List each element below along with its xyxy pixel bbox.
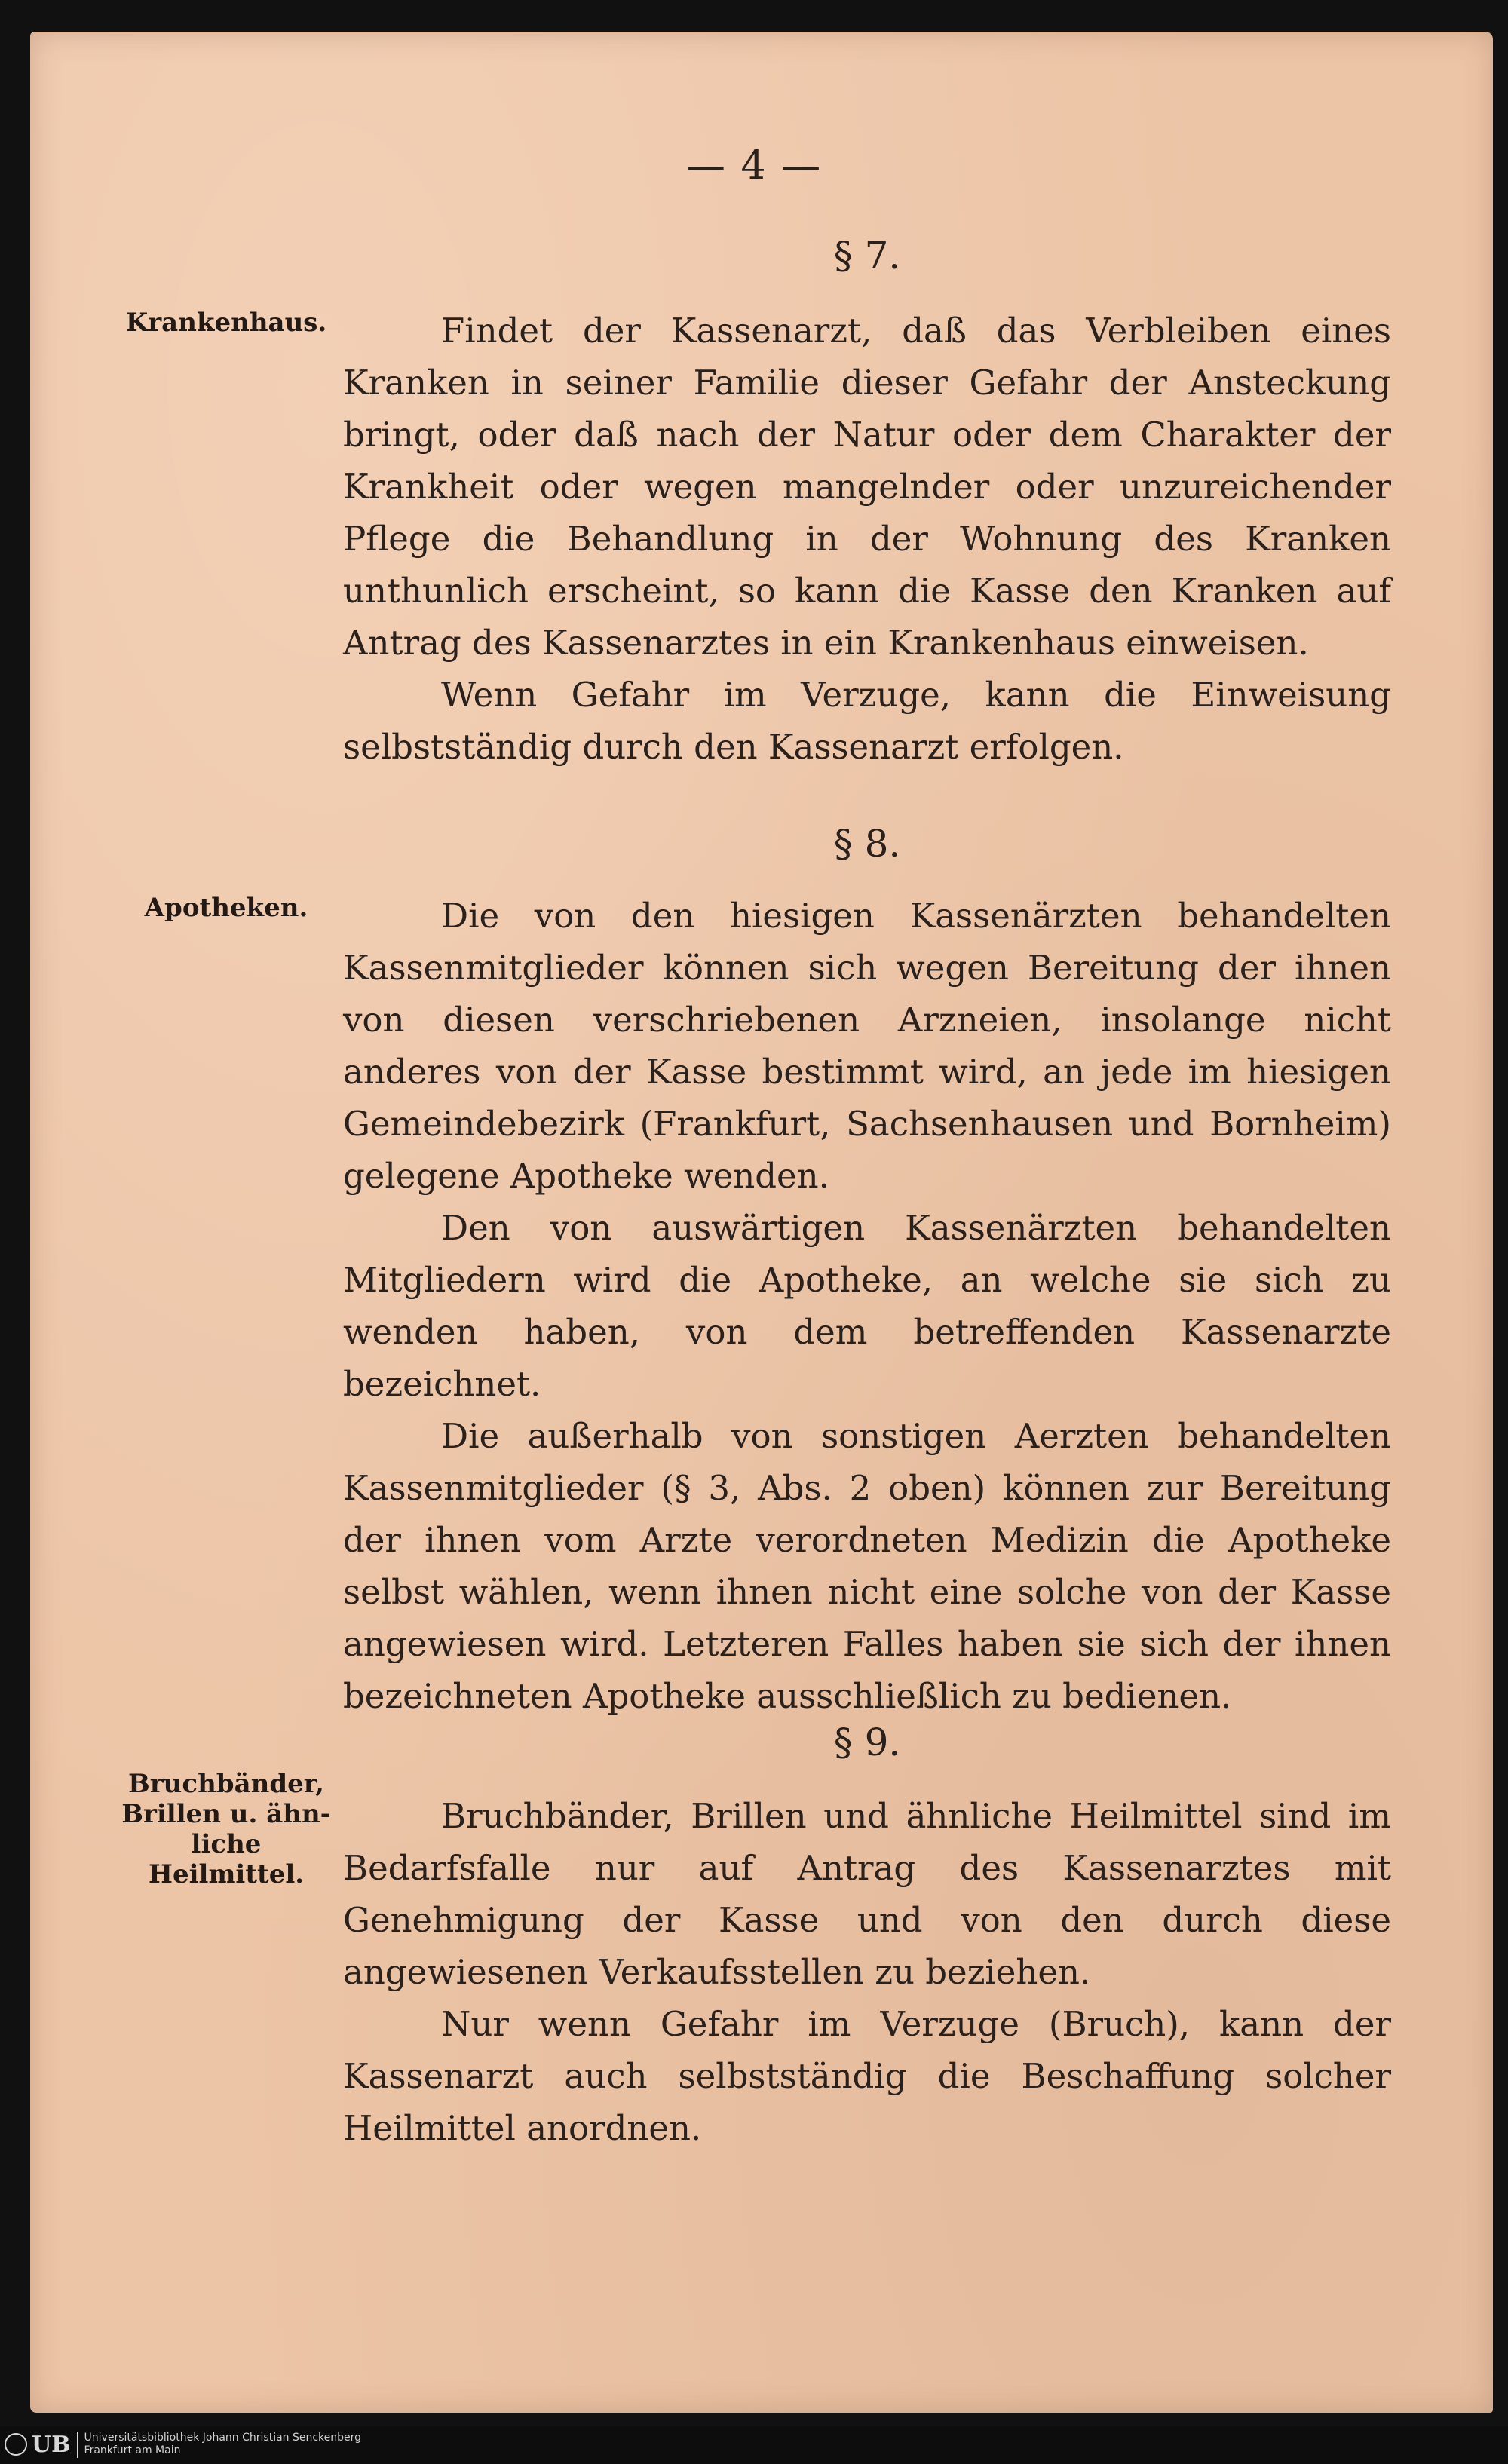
section-8-paragraph-1: Die von den hiesigen Kassenärzten behandelten Kassenmitglieder können sich wegen Bereitung der ihnen von diesen verschriebenen Arzneien, insolange nicht anderes von der Kasse bestimmt wird, an jede im hiesigen Gemeindebezirk (Frankfurt, Sachsenhausen und Bornheim) gelegene Apotheke wenden.: [343, 896, 1391, 1196]
library-credit: [84, 2432, 362, 2457]
library-logo-text: UB: [32, 2432, 78, 2458]
section-9-paragraph-1: Bruchbänder, Brillen und ähnliche Heilmittel sind im Bedarfsfalle nur auf Antrag des Kassenarztes mit Genehmigung der Kasse und von den durch diese angewiesenen Verkaufsstellen zu beziehen.: [343, 1796, 1391, 1992]
section-8-paragraph-2: Den von auswärtigen Kassenärzten behandelten Mitgliedern wird die Apotheke, an welche sie sich zu wenden haben, von dem betreffenden Kassenarzte bezeichnet.: [343, 1208, 1391, 1404]
library-logo: [5, 2431, 361, 2458]
section-7-paragraph-2: Wenn Gefahr im Verzuge, kann die Einweisung selbstständig durch den Kassenarzt erfolgen.: [343, 675, 1391, 767]
library-credit-line-2: Frankfurt am Main: [84, 2444, 181, 2456]
section-7-paragraph-1: Findet der Kassenarzt, daß das Verbleiben eines Kranken in seiner Familie dieser Gefahr der Ansteckung bringt, oder daß nach der Natur oder dem Charakter der Krankheit oder wegen mangelnder oder unzureichender Pflege die Behandlung in der Wohnung des Kranken unthunlich erscheint, so kann die Kasse den Kranken auf Antrag des Kassenarztes in ein Krankenhaus einweisen.: [343, 311, 1391, 663]
margin-label-line-3: liche Heilmittel.: [148, 1829, 305, 1889]
section-8-paragraph-3: Die außerhalb von sonstigen Aerzten behandelten Kassenmitglieder (§ 3, Abs. 2 oben) können zur Bereitung der ihnen vom Arzte verordneten Medizin die Apotheke selbst wählen, wenn ihnen nicht eine solche von der Kasse angewiesen wird. Letzteren Falles haben sie sich der ihnen bezeichneten Apotheke ausschließlich zu bedienen.: [343, 1416, 1391, 1716]
margin-label-line-1: Bruchbänder,: [128, 1769, 324, 1799]
margin-label-bruchbaender: [113, 1769, 339, 1889]
section-9-paragraph-2: Nur wenn Gefahr im Verzuge (Bruch), kann der Kassenarzt auch selbstständig die Beschaffung solcher Heilmittel anordnen.: [343, 2004, 1391, 2148]
section-8-heading: § 8.: [833, 822, 901, 866]
library-credit-line-1: Universitätsbibliothek Johann Christian Senckenberg: [84, 2432, 362, 2444]
library-seal-icon: [5, 2433, 27, 2456]
margin-label-apotheken: Apotheken.: [144, 893, 308, 923]
margin-label-krankenhaus: Krankenhaus.: [125, 308, 327, 338]
section-7-heading: § 7.: [833, 234, 901, 277]
section-8-body: [343, 890, 1391, 1722]
section-9-body: [343, 1790, 1391, 2154]
margin-label-line-2: Brillen u. ähn-: [121, 1799, 331, 1829]
section-7-body: [343, 305, 1391, 773]
section-9-heading: § 9.: [833, 1721, 901, 1764]
page-number: — 4 —: [685, 143, 823, 188]
